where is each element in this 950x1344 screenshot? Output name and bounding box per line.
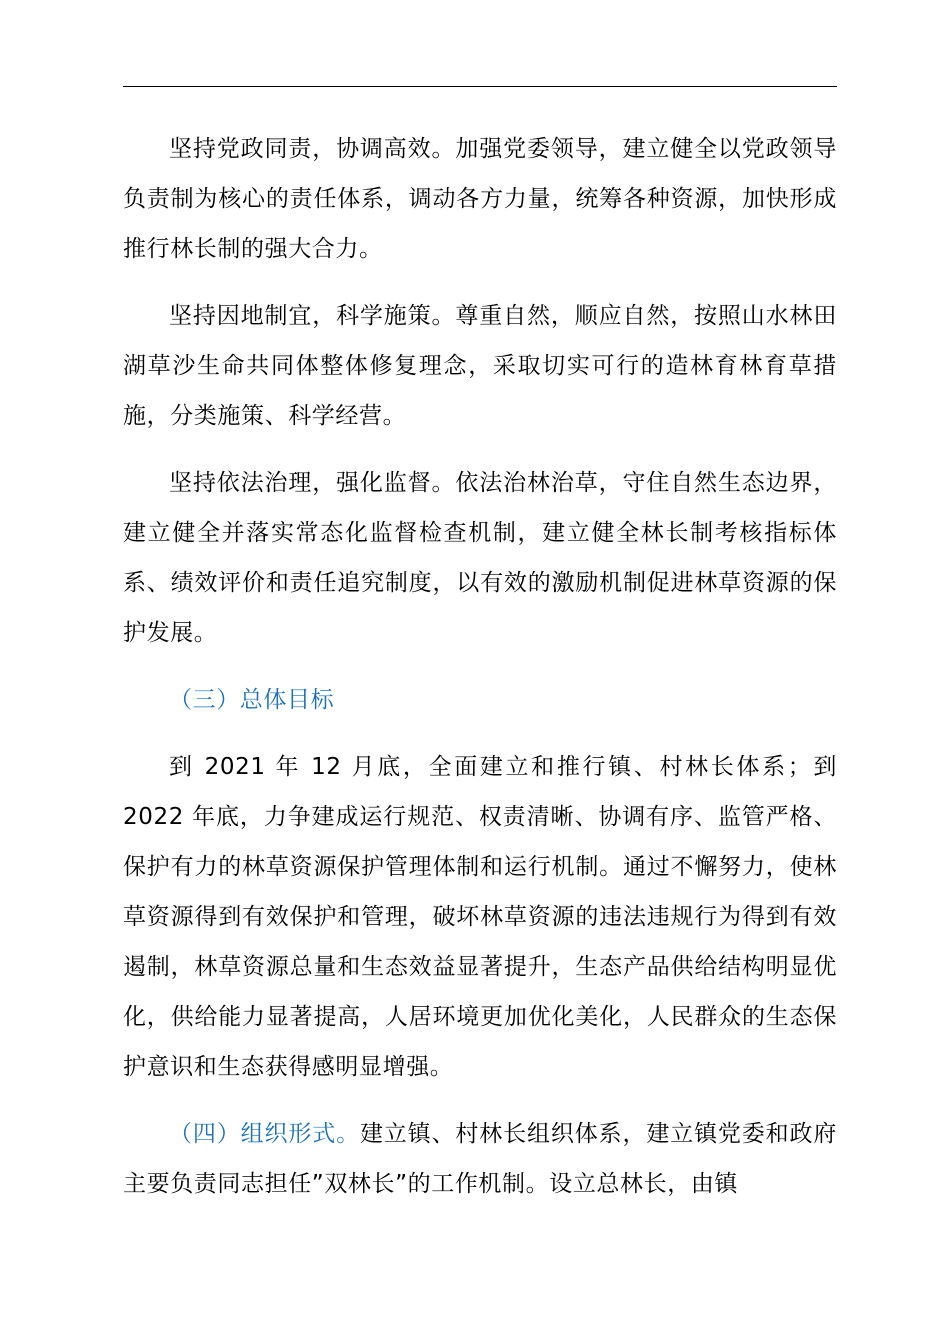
paragraph-principle-local: 坚持因地制宜，科学施策。尊重自然，顺应自然，按照山水林田湖草沙生命共同体整体修复理念，采取切实可行的造林育林育草措施，分类施策、科学经营。 <box>123 303 837 429</box>
paragraph-overall-goal: 到 2021 年 12 月底，全面建立和推行镇、村林长体系；到 2022 年底，力争建成运行规范、权责清晰、协调有序、监管严格、保护有力的林草资源保护管理体制和运行机制。通过不懈努力，使林草资源得到有效保护和管理，破坏林草资源的违法违规行为得到有效遏制，林草资源总量和生态效益显著提升，生态产品供给结构明显优化，供给能力显著提高，人居环境更加优化美化，人民群众的生态保护意识和生态获得感明显增强。 <box>123 754 837 1080</box>
paragraph-principle-law: 坚持依法治理，强化监督。依法治林治草，守住自然生态边界，建立健全并落实常态化监督检查机制，建立健全林长制考核指标体系、绩效评价和责任追究制度，以有效的激励机制促进林草资源的保护发展。 <box>123 470 837 646</box>
section-heading-organization-form: （四）组织形式。 <box>169 1121 360 1147</box>
document-body <box>123 124 837 1226</box>
section-heading-overall-goal: （三）总体目标 <box>169 687 335 713</box>
organization-form-text: 建立镇、村林长组织体系，建立镇党委和政府主要负责同志担任”双林长”的工作机制。设立总林长，由镇 <box>123 1121 837 1197</box>
paragraph-organization-form <box>123 1109 837 1209</box>
paragraph-principle-party: 坚持党政同责，协调高效。加强党委领导，建立健全以党政领导负责制为核心的责任体系，调动各方力量，统筹各种资源，加快形成推行林长制的强大合力。 <box>123 136 837 262</box>
header-rule <box>123 86 837 87</box>
